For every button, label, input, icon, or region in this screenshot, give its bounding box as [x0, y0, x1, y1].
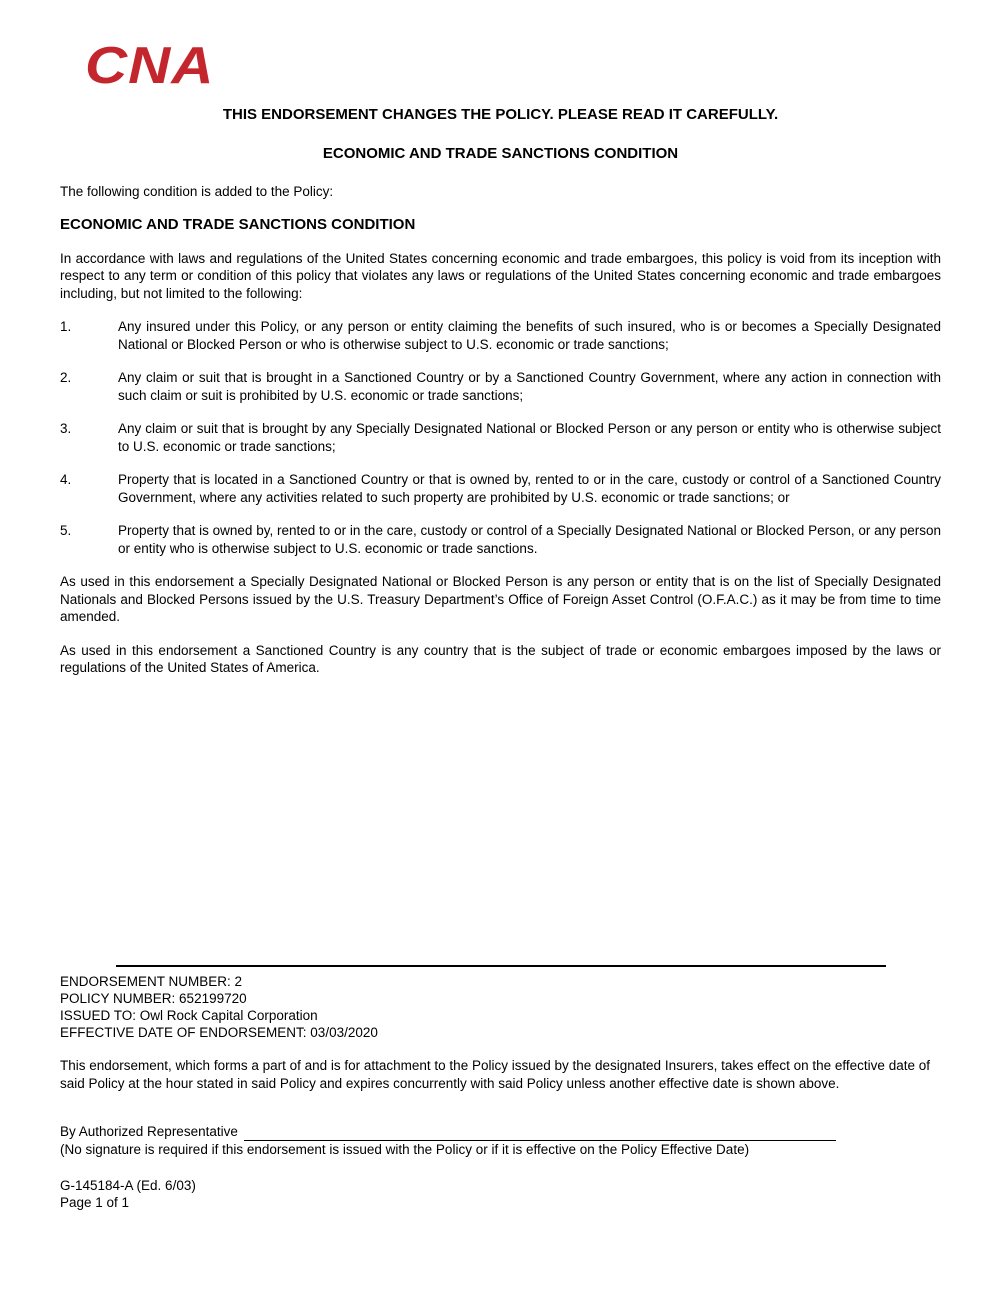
field-label: EFFECTIVE DATE OF ENDORSEMENT:: [60, 1025, 307, 1041]
list-text: Any claim or suit that is brought in a Sanctioned Country or by a Sanctioned Country Government, where any action in connection with such claim or suit is prohibited by U.S. economic or trade sanctions;: [118, 370, 941, 403]
list-item-3: [60, 420, 941, 455]
field-value: Owl Rock Capital Corporation: [139, 1008, 318, 1024]
list-number: 3.: [60, 421, 72, 436]
definition-paragraph-2: As used in this endorsement a Sanctioned Country is any country that is the subject of trade or economic embargoes imposed by the laws or regulations of the United States of America.: [60, 642, 941, 675]
definition-paragraph-1: As used in this endorsement a Specially Designated National or Blocked Person is any person or entity that is on the list of Specially Designated Nationals and Blocked Persons issued by the U.S. Treasury Department’s Office of Foreign Asset Control (O.F.A.C.) as it may be from time to time amended.: [60, 574, 941, 624]
form-number: G-145184-A (Ed. 6/03): [60, 1178, 196, 1194]
footer: [60, 1177, 941, 1211]
effective-date-field: [60, 1024, 941, 1041]
list-text: Property that is located in a Sanctioned Country or that is owned by, rented to or in the care, custody or control of a Sanctioned Country Government, where any activities related to such property are prohibited by U.S. economic or trade sanctions; or: [118, 472, 941, 505]
field-value: 652199720: [179, 991, 247, 1007]
signature-note: (No signature is required if this endorsement is issued with the Policy or if it is effective on the Policy Effective Date): [60, 1141, 750, 1157]
intro-text: The following condition is added to the Policy:: [60, 184, 334, 199]
page-number: Page 1 of 1: [60, 1195, 130, 1211]
attachment-paragraph: This endorsement, which forms a part of and is for attachment to the Policy issued by the designated Insurers, takes effect on the effective date of said Policy at the hour stated in said Policy and expires concurrently with said Policy unless another effective date is shown above.: [60, 1058, 930, 1091]
list-number: 4.: [60, 472, 72, 487]
field-label: ENDORSEMENT NUMBER:: [60, 974, 231, 990]
list-text: Any insured under this Policy, or any person or entity claiming the benefits of such insured, who is or becomes a Specially Designated National or Blocked Person or who is otherwise subject to U.S. economic or trade sanctions;: [118, 319, 941, 352]
lead-paragraph: In accordance with laws and regulations of the United States concerning economic and trade embargoes, this policy is void from its inception with respect to any term or condition of this policy that violates any laws or regulations of the United States concerning economic and trade embargoes including, but not limited to the following:: [60, 250, 941, 301]
signature-row: [60, 1123, 836, 1141]
list-item-4: [60, 471, 941, 506]
list-item-2: [60, 369, 941, 404]
section-heading: ECONOMIC AND TRADE SANCTIONS CONDITION: [60, 215, 416, 233]
field-value: 2: [234, 974, 243, 990]
endorsement-number-field: [60, 973, 941, 990]
cna-logo: CNA: [85, 37, 215, 95]
signature-blank-line: [244, 1126, 836, 1141]
document-title: ECONOMIC AND TRADE SANCTIONS CONDITION: [322, 145, 679, 162]
issued-to-field: [60, 1007, 941, 1024]
list-number: 2.: [60, 370, 72, 385]
field-label: POLICY NUMBER:: [60, 991, 176, 1007]
signature-label: By Authorized Representative: [60, 1124, 238, 1140]
policy-number-field: [60, 990, 941, 1007]
list-text: Property that is owned by, rented to or in the care, custody or control of a Specially Designated National or Blocked Person, or any person or entity who is otherwise subject to U.S. economic or trade sanctions.: [118, 523, 941, 556]
document-content: [60, 106, 941, 1211]
list-number: 5.: [60, 523, 72, 538]
list-item-1: [60, 318, 941, 353]
list-number: 1.: [60, 319, 72, 334]
endorsement-divider-line: [116, 965, 886, 967]
list-item-5: [60, 522, 941, 557]
endorsement-fields: [60, 973, 941, 1041]
field-value: 03/03/2020: [310, 1025, 378, 1041]
field-label: ISSUED TO:: [60, 1008, 137, 1024]
endorsement-notice-heading: THIS ENDORSEMENT CHANGES THE POLICY. PLEASE READ IT CAREFULLY.: [222, 106, 779, 123]
list-text: Any claim or suit that is brought by any Specially Designated National or Blocked Person or any person or entity who is otherwise subject to U.S. economic or trade sanctions;: [118, 421, 941, 454]
